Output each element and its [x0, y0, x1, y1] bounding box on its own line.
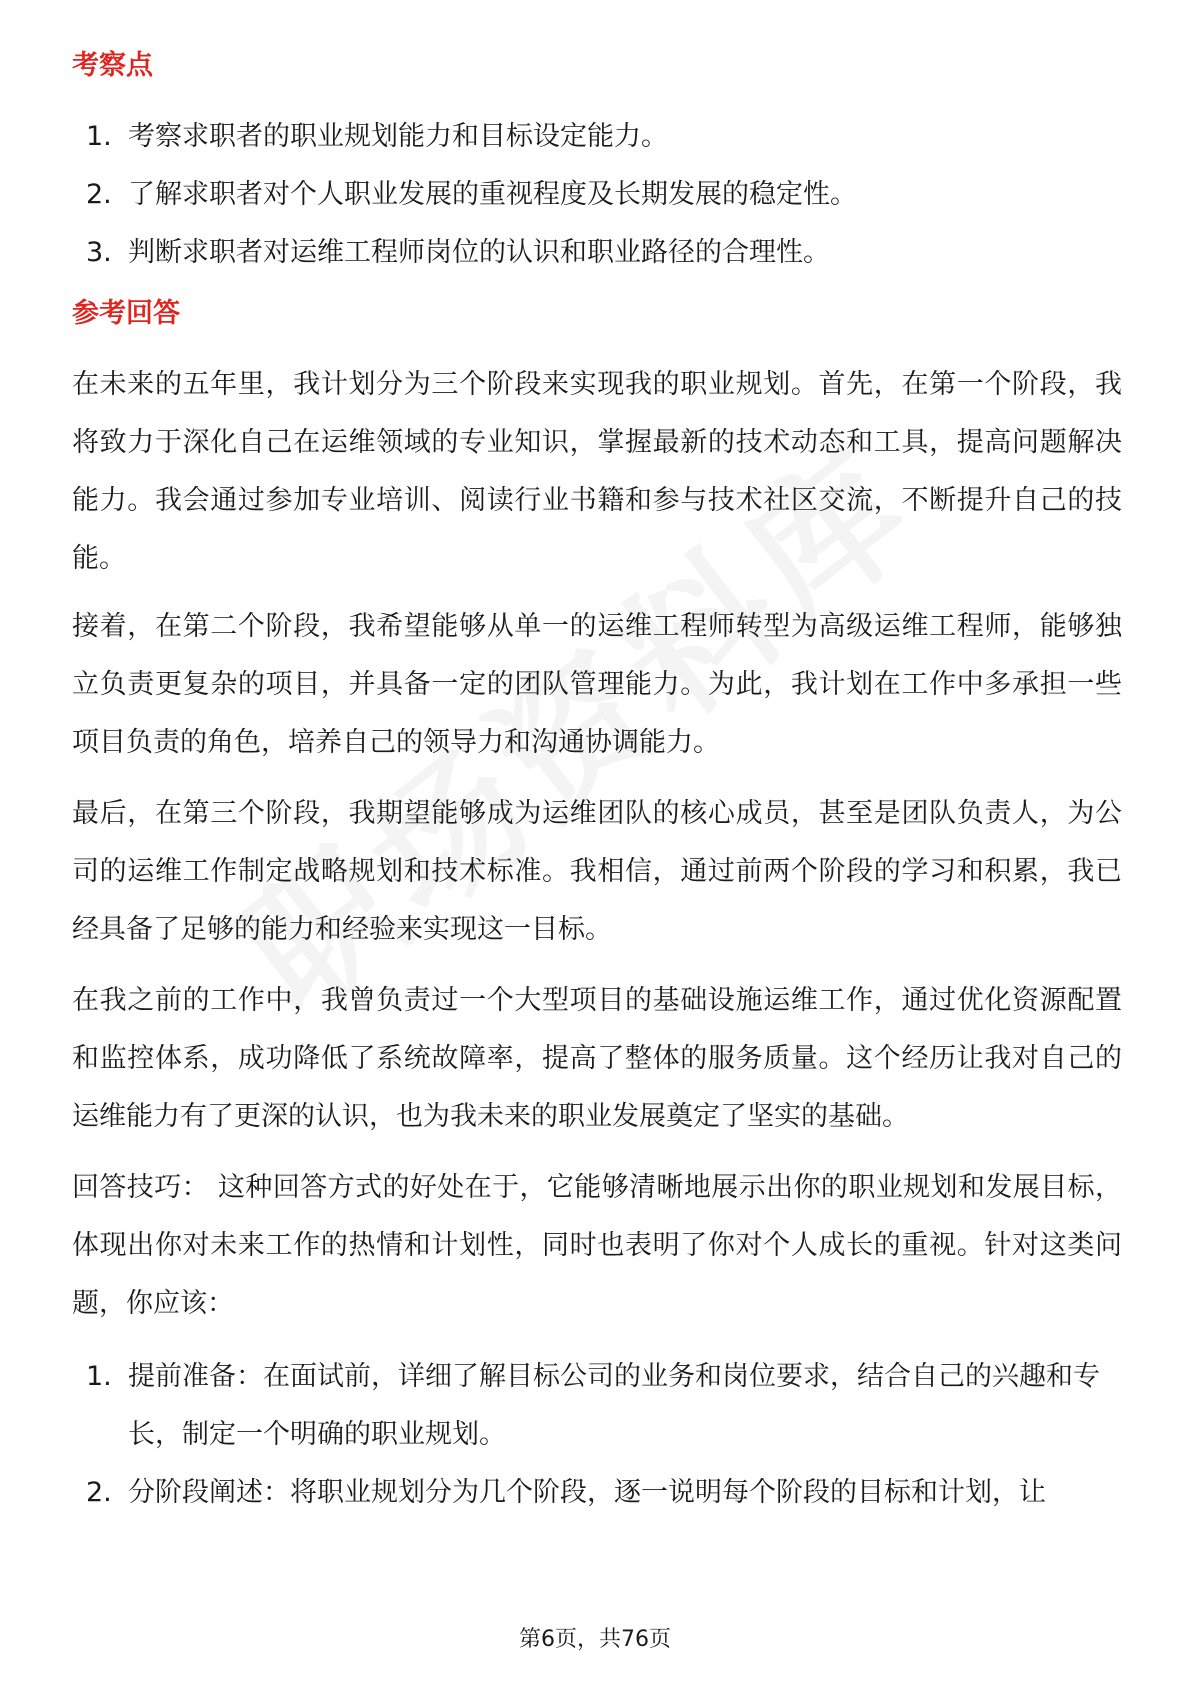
list-number: 1.	[86, 1361, 112, 1392]
list-item	[72, 1464, 1122, 1522]
answer-paragraph-4: 在我之前的工作中，我曾负责过一个大型项目的基础设施运维工作，通过优化资源配置和监控体系，成功降低了系统故障率，提高了整体的服务质量。这个经历让我对自己的运维能力有了更深的认识，也为我未来的职业发展奠定了坚实的基础。	[72, 985, 1122, 1132]
list-item-text: 考察求职者的职业规划能力和目标设定能力。	[128, 121, 668, 152]
list-number: 2.	[86, 1477, 112, 1508]
answer-paragraph-1: 在未来的五年里，我计划分为三个阶段来实现我的职业规划。首先，在第一个阶段，我将致力于深化自己在运维领域的专业知识，掌握最新的技术动态和工具，提高问题解决能力。我会通过参加专业培训、阅读行业书籍和参与技术社区交流，不断提升自己的技能。	[72, 369, 1122, 574]
tips-list	[72, 1348, 1122, 1522]
page-footer: 第6页，共76页	[519, 1627, 671, 1652]
list-number: 3.	[86, 237, 112, 268]
list-number: 1.	[86, 121, 112, 152]
answer-tips-intro: 回答技巧： 这种回答方式的好处在于，它能够清晰地展示出你的职业规划和发展目标，体现出你对未来工作的热情和计划性，同时也表明了你对个人成长的重视。针对这类问题，你应该：	[72, 1172, 1122, 1319]
list-number: 2.	[86, 179, 112, 210]
list-item	[72, 224, 1122, 282]
examine-list	[72, 108, 1122, 282]
list-item-text: 分阶段阐述：将职业规划分为几个阶段，逐一说明每个阶段的目标和计划，让	[128, 1477, 1046, 1508]
heading-examine: 考察点	[72, 50, 153, 81]
list-item-text: 判断求职者对运维工程师岗位的认识和职业路径的合理性。	[128, 237, 830, 268]
list-item-text: 了解求职者对个人职业发展的重视程度及长期发展的稳定性。	[128, 179, 857, 210]
answer-paragraph-3: 最后，在第三个阶段，我期望能够成为运维团队的核心成员，甚至是团队负责人，为公司的运维工作制定战略规划和技术标准。我相信，通过前两个阶段的学习和积累，我已经具备了足够的能力和经验来实现这一目标。	[72, 798, 1122, 945]
list-item	[72, 108, 1122, 166]
list-item-text: 提前准备：在面试前，详细了解目标公司的业务和岗位要求，结合自己的兴趣和专长，制定一个明确的职业规划。	[128, 1361, 1100, 1450]
list-item	[72, 1348, 1122, 1464]
heading-answer: 参考回答	[72, 298, 180, 329]
answer-paragraph-2: 接着，在第二个阶段，我希望能够从单一的运维工程师转型为高级运维工程师，能够独立负责更复杂的项目，并具备一定的团队管理能力。为此，我计划在工作中多承担一些项目负责的角色，培养自己的领导力和沟通协调能力。	[72, 611, 1122, 758]
list-item	[72, 166, 1122, 224]
